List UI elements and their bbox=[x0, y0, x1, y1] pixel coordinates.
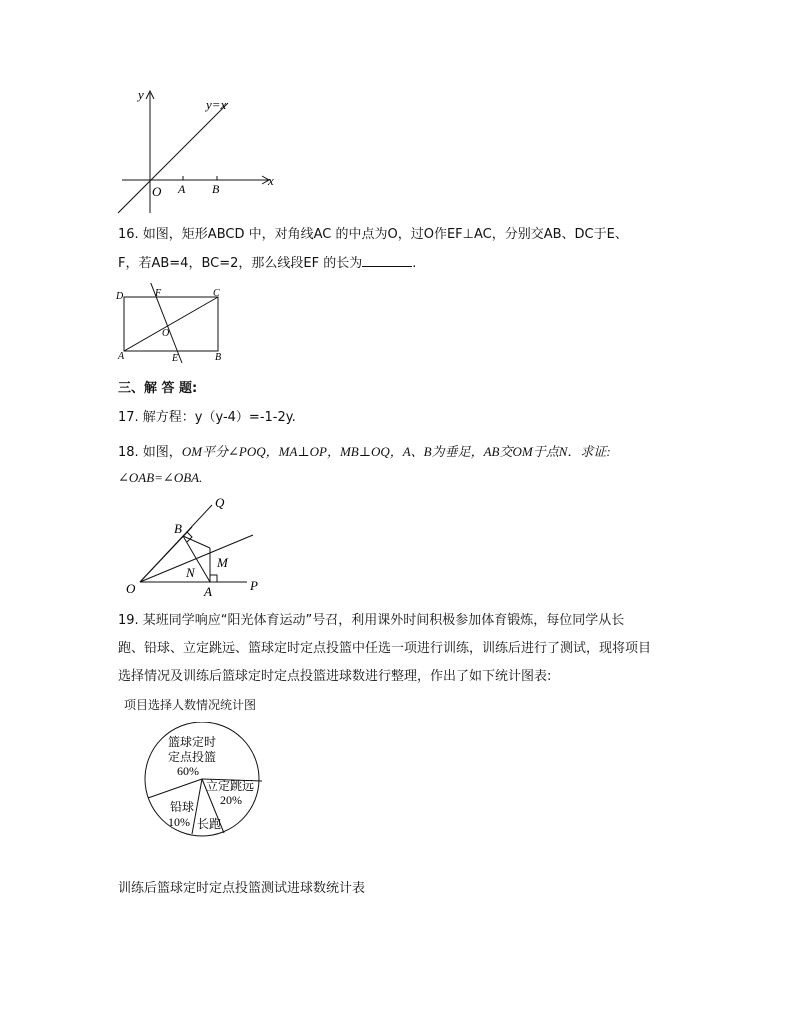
label-d: D bbox=[116, 291, 124, 302]
q16-line1: 16. 如图，矩形ABCD 中，对角线AC 的中点为O，过O作EF⊥AC，分别交AB、DC于E、 bbox=[118, 227, 628, 242]
q16-line2-end: . bbox=[412, 256, 417, 271]
segment-ob-extra bbox=[140, 527, 192, 582]
x-axis-label: x bbox=[268, 173, 274, 188]
q19-line2: 跑、铅球、立定跳远、篮球定时定点投篮中任选一项进行训练，训练后进行了测试，现将项目 bbox=[118, 641, 652, 656]
label-a: A bbox=[118, 351, 125, 362]
q18-statement: OM平分∠POQ，MA⊥OP，MB⊥OQ，A、B为垂足，AB交OM于点N．求证: bbox=[181, 444, 611, 459]
section-heading: 三、解 答 题: bbox=[118, 381, 198, 396]
q18-number: 18. 如图， bbox=[118, 445, 182, 460]
label-m: M bbox=[217, 555, 228, 570]
slice-basketball-pct: 60% bbox=[177, 764, 199, 778]
q16-line2-text: F，若AB=4，BC=2，那么线段EF 的长为 bbox=[118, 256, 363, 271]
origin-label: O bbox=[152, 184, 162, 199]
line-label: y=x bbox=[206, 97, 227, 112]
label-c: C bbox=[213, 288, 220, 299]
label-b: B bbox=[174, 521, 182, 536]
slice-shot-put-pct: 10% bbox=[168, 815, 190, 829]
label-o: O bbox=[126, 581, 136, 596]
angle-bisector-figure bbox=[120, 495, 265, 600]
label-e: E bbox=[172, 353, 179, 364]
slice-long-jump-label: 立定跳远 bbox=[206, 779, 255, 793]
label-p: P bbox=[250, 578, 258, 593]
q19-line1: 19. 某班同学响应“阳光体育运动”号召，利用课外时间积极参加体育锻炼，每位同学从长 bbox=[118, 613, 625, 628]
label-b: B bbox=[215, 352, 222, 363]
label-q: Q bbox=[215, 495, 225, 510]
answer-blank[interactable] bbox=[362, 254, 412, 267]
q19-line3: 选择情况及训练后篮球定时定点投篮进球数进行整理，作出了如下统计图表: bbox=[118, 669, 552, 684]
pie-chart bbox=[140, 722, 270, 842]
slice-long-run-label: 长跑 bbox=[197, 817, 222, 831]
rectangle-abcd-figure bbox=[112, 283, 232, 368]
point-b-label: B bbox=[212, 182, 220, 196]
line-y-equals-x bbox=[118, 103, 228, 213]
pie-chart-title: 项目选择人数情况统计图 bbox=[124, 698, 257, 712]
graph-y-equals-x bbox=[110, 85, 290, 220]
right-angle-mark-a bbox=[210, 575, 217, 582]
q16-line2 bbox=[118, 254, 416, 273]
point-a-label: A bbox=[178, 182, 186, 196]
label-n: N bbox=[186, 565, 195, 580]
y-axis-label: y bbox=[138, 87, 144, 102]
label-a: A bbox=[204, 584, 212, 599]
slice-shot-put-label: 铅球 bbox=[170, 800, 195, 814]
q18-line2: ∠OAB=∠OBA. bbox=[118, 470, 203, 485]
q17-text: 17. 解方程：y（y-4）=-1-2y. bbox=[118, 410, 296, 425]
table-title: 训练后篮球定时定点投篮测试进球数统计表 bbox=[118, 881, 366, 896]
label-o: O bbox=[162, 328, 170, 339]
q18-line1 bbox=[118, 443, 611, 462]
slice-basketball-label-1: 篮球定时 bbox=[168, 735, 217, 749]
slice-basketball-label-2: 定点投篮 bbox=[168, 750, 217, 764]
label-f: F bbox=[155, 288, 162, 299]
diagonal-ac bbox=[124, 297, 218, 351]
right-angle-mark-b bbox=[187, 532, 192, 542]
slice-long-jump-pct: 20% bbox=[220, 793, 242, 807]
